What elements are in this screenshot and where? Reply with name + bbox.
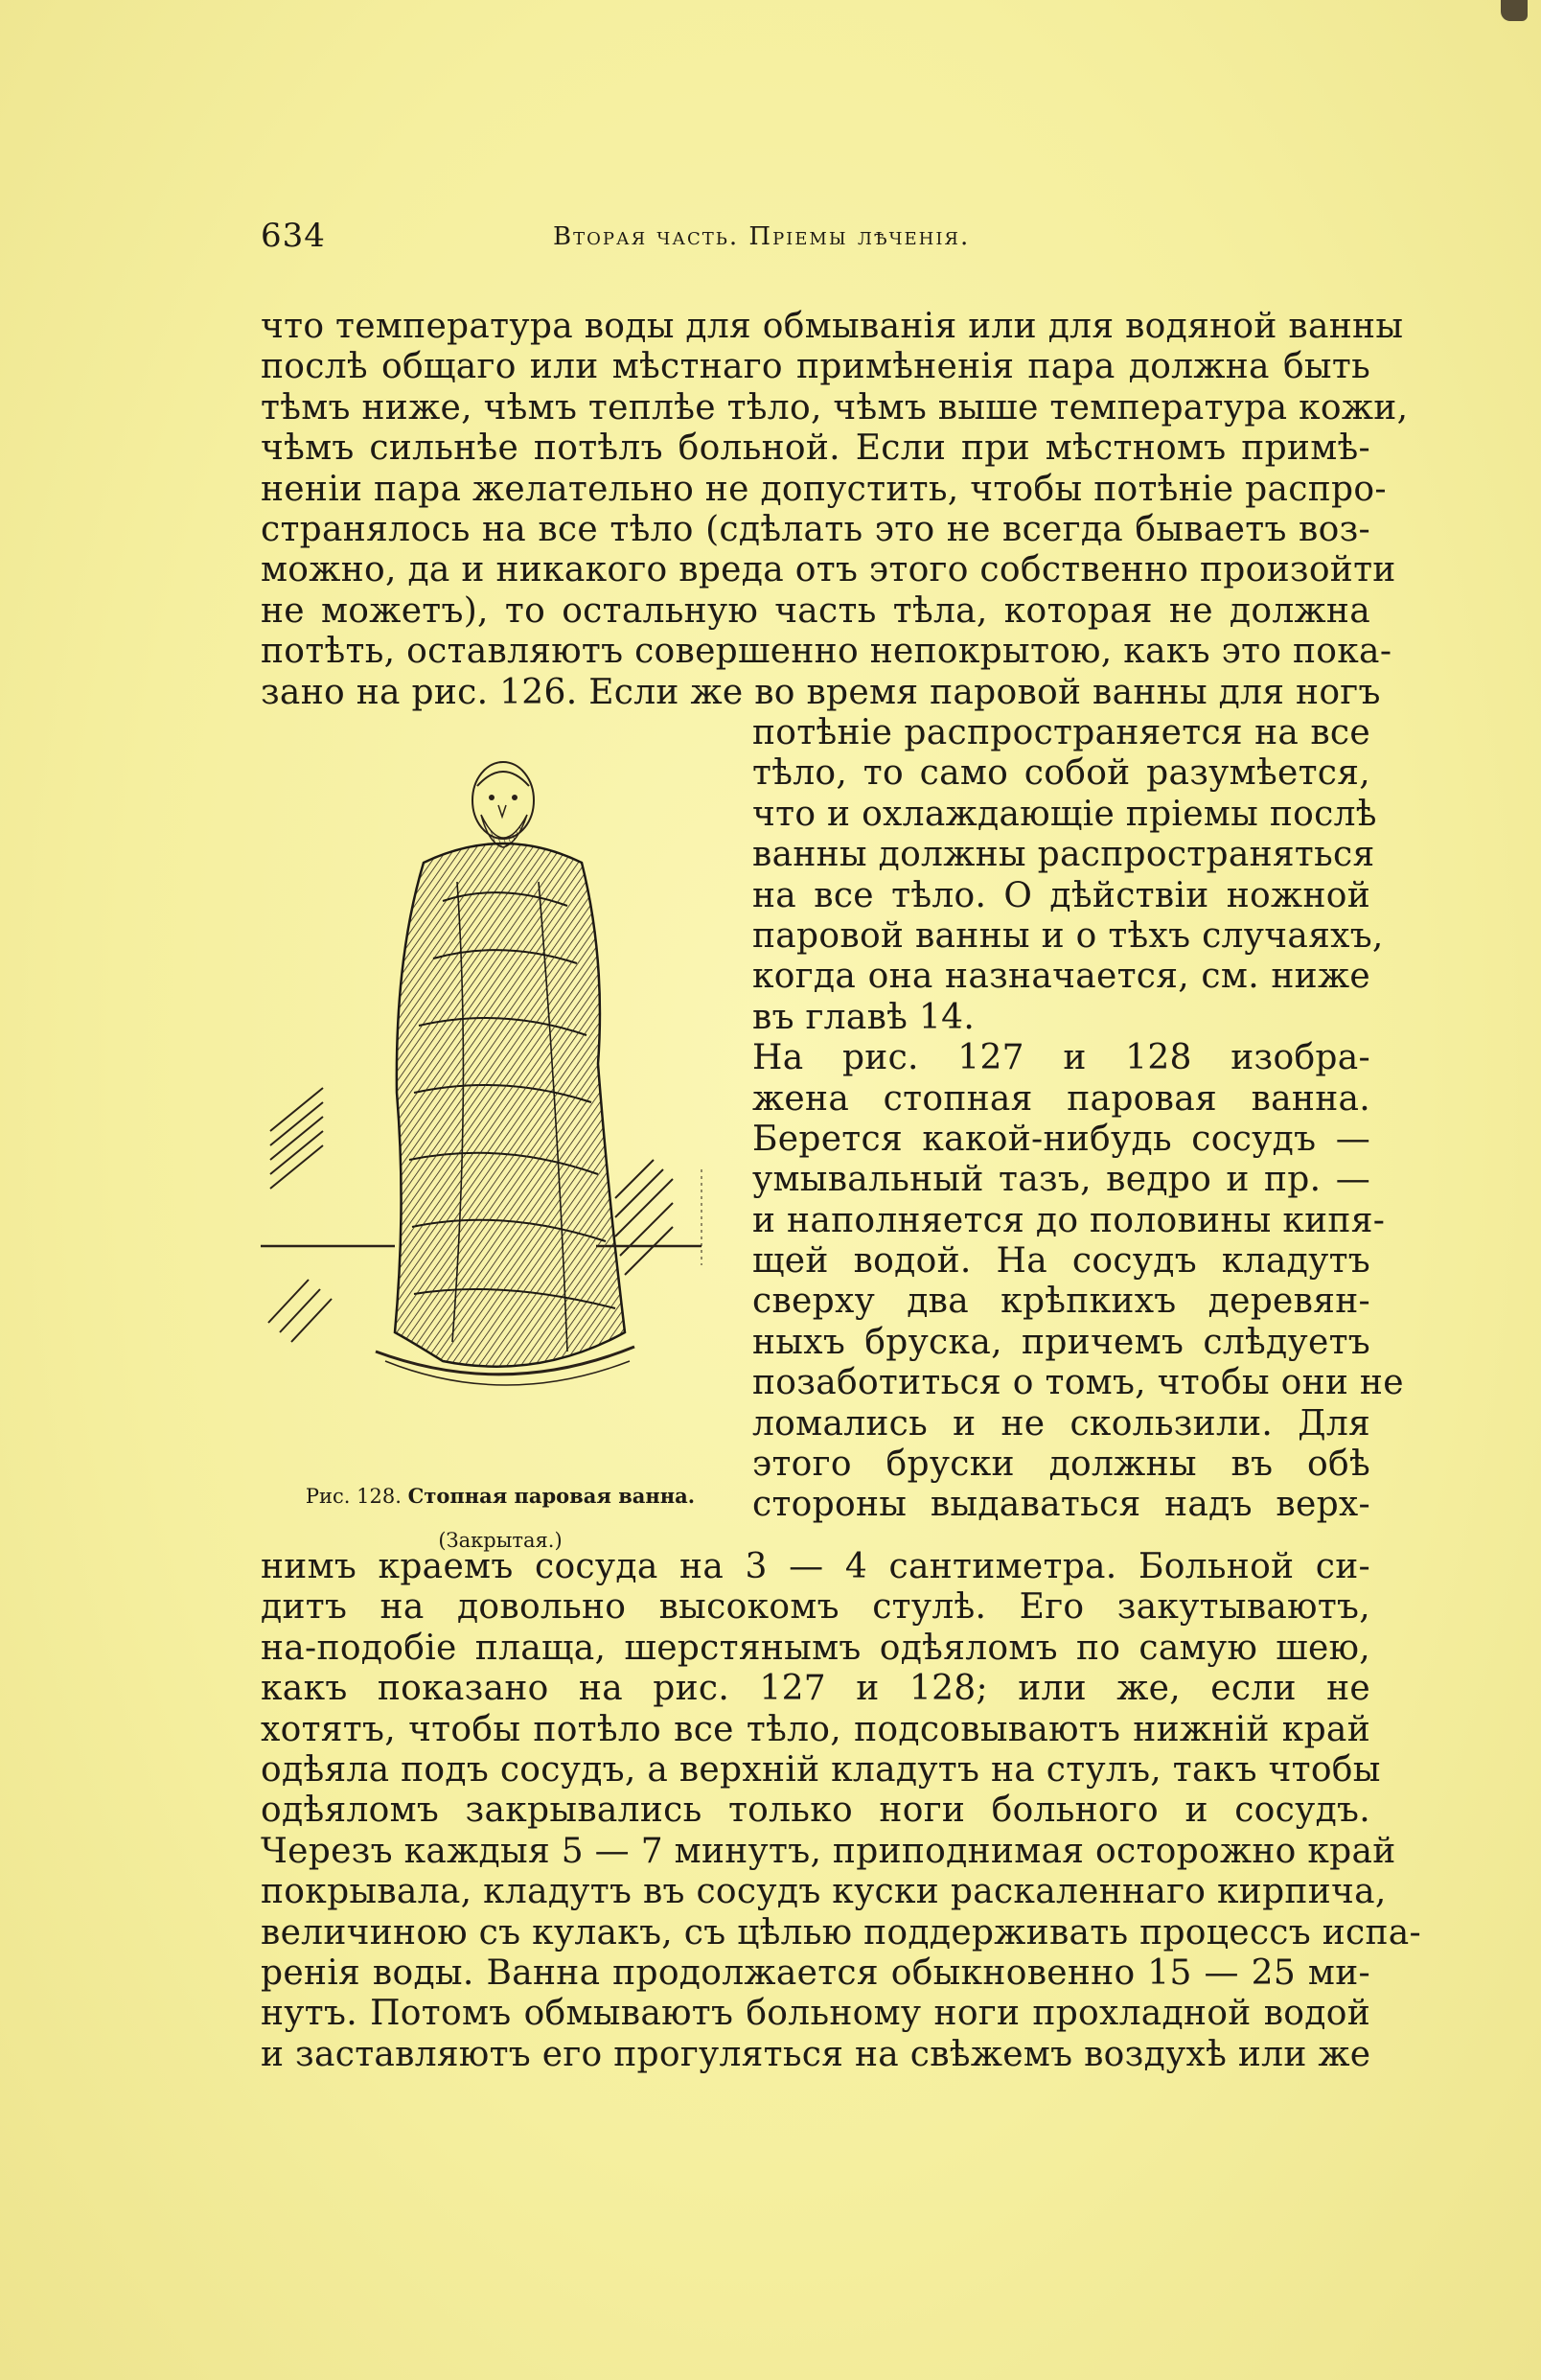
caption-note: (Закрытая.): [438, 1529, 563, 1552]
text-line: неніи пара желательно не допустить, чтобы потѣніе распро-: [261, 469, 1387, 509]
text-line: ломались и не скользили. Для: [752, 1403, 1370, 1444]
text-line: паровой ванны и о тѣхъ случаяхъ,: [752, 915, 1384, 956]
text-line: хотятъ, чтобы потѣло все тѣло, подсовываютъ нижній край: [261, 1709, 1370, 1749]
text-line: позаботиться о томъ, чтобы они не: [752, 1363, 1404, 1403]
top-paragraph: [261, 307, 1409, 713]
text-line: ныхъ бруска, причемъ слѣдуетъ: [752, 1322, 1370, 1362]
text-line: какъ показано на рис. 127 и 128; или же, если не: [261, 1669, 1370, 1709]
text-line: умывальный тазъ, ведро и пр. —: [752, 1160, 1370, 1200]
text-line: потѣть, оставляютъ совершенно непокрытою, какъ это пока-: [261, 632, 1392, 672]
text-line: зано на рис. 126. Если же во время паровой ванны для ногъ: [261, 672, 1381, 712]
page-corner-stain: [1501, 0, 1528, 21]
text-line: что температура воды для обмыванія или для водяной ванны: [261, 307, 1404, 346]
text-line: тѣмъ ниже, чѣмъ теплѣе тѣло, чѣмъ выше температура кожи,: [261, 387, 1409, 427]
side-paragraph: [752, 713, 1404, 1526]
text-line: странялось на все тѣло (сдѣлать это не всегда бываетъ воз-: [261, 509, 1370, 549]
caption-label: Рис. 128.: [305, 1485, 402, 1508]
text-line: и заставляютъ его прогуляться на свѣжемъ воздухѣ или же: [261, 2034, 1371, 2074]
text-line: на все тѣло. О дѣйствіи ножной: [752, 875, 1370, 915]
text-line: покрывала, кладутъ въ сосудъ куски раскаленнаго кирпича,: [261, 1872, 1387, 1912]
text-line: тѣло, то само собой разумѣется,: [752, 753, 1370, 794]
text-line: можно, да и никакого вреда отъ этого собственно произойти: [261, 550, 1396, 590]
text-line: что и охлаждающіе пріемы послѣ: [752, 794, 1377, 834]
page-number: 634: [261, 217, 326, 255]
running-head: Вторая часть. Пріемы лѣченія.: [553, 222, 971, 251]
text-line: этого бруски должны въ обѣ: [752, 1444, 1370, 1485]
text-line: щей водой. На сосудъ кладутъ: [752, 1241, 1370, 1282]
caption-title: Стопная паровая ванна.: [407, 1484, 696, 1508]
text-line: и наполняется до половины кипя-: [752, 1200, 1386, 1240]
text-line: въ главѣ 14.: [752, 997, 976, 1037]
blanket-illustration: [395, 843, 625, 1367]
text-line: Берется какой-нибудь сосудъ —: [752, 1119, 1370, 1159]
seated-wrapped-figure-illustration: [251, 748, 749, 1476]
bottom-paragraph: [261, 1547, 1421, 2075]
text-line: нутъ. Потомъ обмываютъ больному ноги прохладной водой: [261, 1994, 1370, 2034]
text-line: потѣніе распространяется на все: [752, 713, 1370, 752]
page-header: [261, 217, 1370, 265]
text-line: Черезъ каждыя 5 — 7 минутъ, приподнимая осторожно край: [261, 1831, 1396, 1871]
text-line: на-подобіе плаща, шерстянымъ одѣяломъ по самую шею,: [261, 1628, 1370, 1668]
text-line: чѣмъ сильнѣе потѣлъ больной. Если при мѣстномъ примѣ-: [261, 428, 1370, 469]
text-line: стороны выдаваться надъ верх-: [752, 1485, 1370, 1525]
text-line: сверху два крѣпкихъ деревян-: [752, 1282, 1370, 1322]
text-line: одѣяла подъ сосудъ, а верхній кладутъ на стулъ, такъ чтобы: [261, 1749, 1381, 1790]
text-line: ренія воды. Ванна продолжается обыкновенно 15 — 25 ми-: [261, 1953, 1370, 1993]
head-illustration: [472, 762, 534, 847]
text-line: ванны должны распространяться: [752, 835, 1375, 875]
text-line: нимъ краемъ сосуда на 3 — 4 сантиметра. Больной си-: [261, 1547, 1370, 1586]
text-line: когда она назначается, см. ниже: [752, 957, 1370, 997]
text-line: На рис. 127 и 128 изобра-: [752, 1038, 1370, 1078]
text-line: не можетъ), то остальную часть тѣла, которая не должна: [261, 590, 1370, 631]
text-line: дитъ на довольно высокомъ стулѣ. Его закутываютъ,: [261, 1587, 1370, 1628]
figure-steam-bath: [251, 748, 749, 1552]
text-line: жена стопная паровая ванна.: [752, 1078, 1370, 1119]
text-line: послѣ общаго или мѣстнаго примѣненія пара должна быть: [261, 347, 1370, 387]
text-line: величиною съ кулакъ, съ цѣлью поддерживать процессъ испа-: [261, 1912, 1421, 1953]
text-line: одѣяломъ закрывались только ноги больного и сосудъ.: [261, 1791, 1370, 1831]
